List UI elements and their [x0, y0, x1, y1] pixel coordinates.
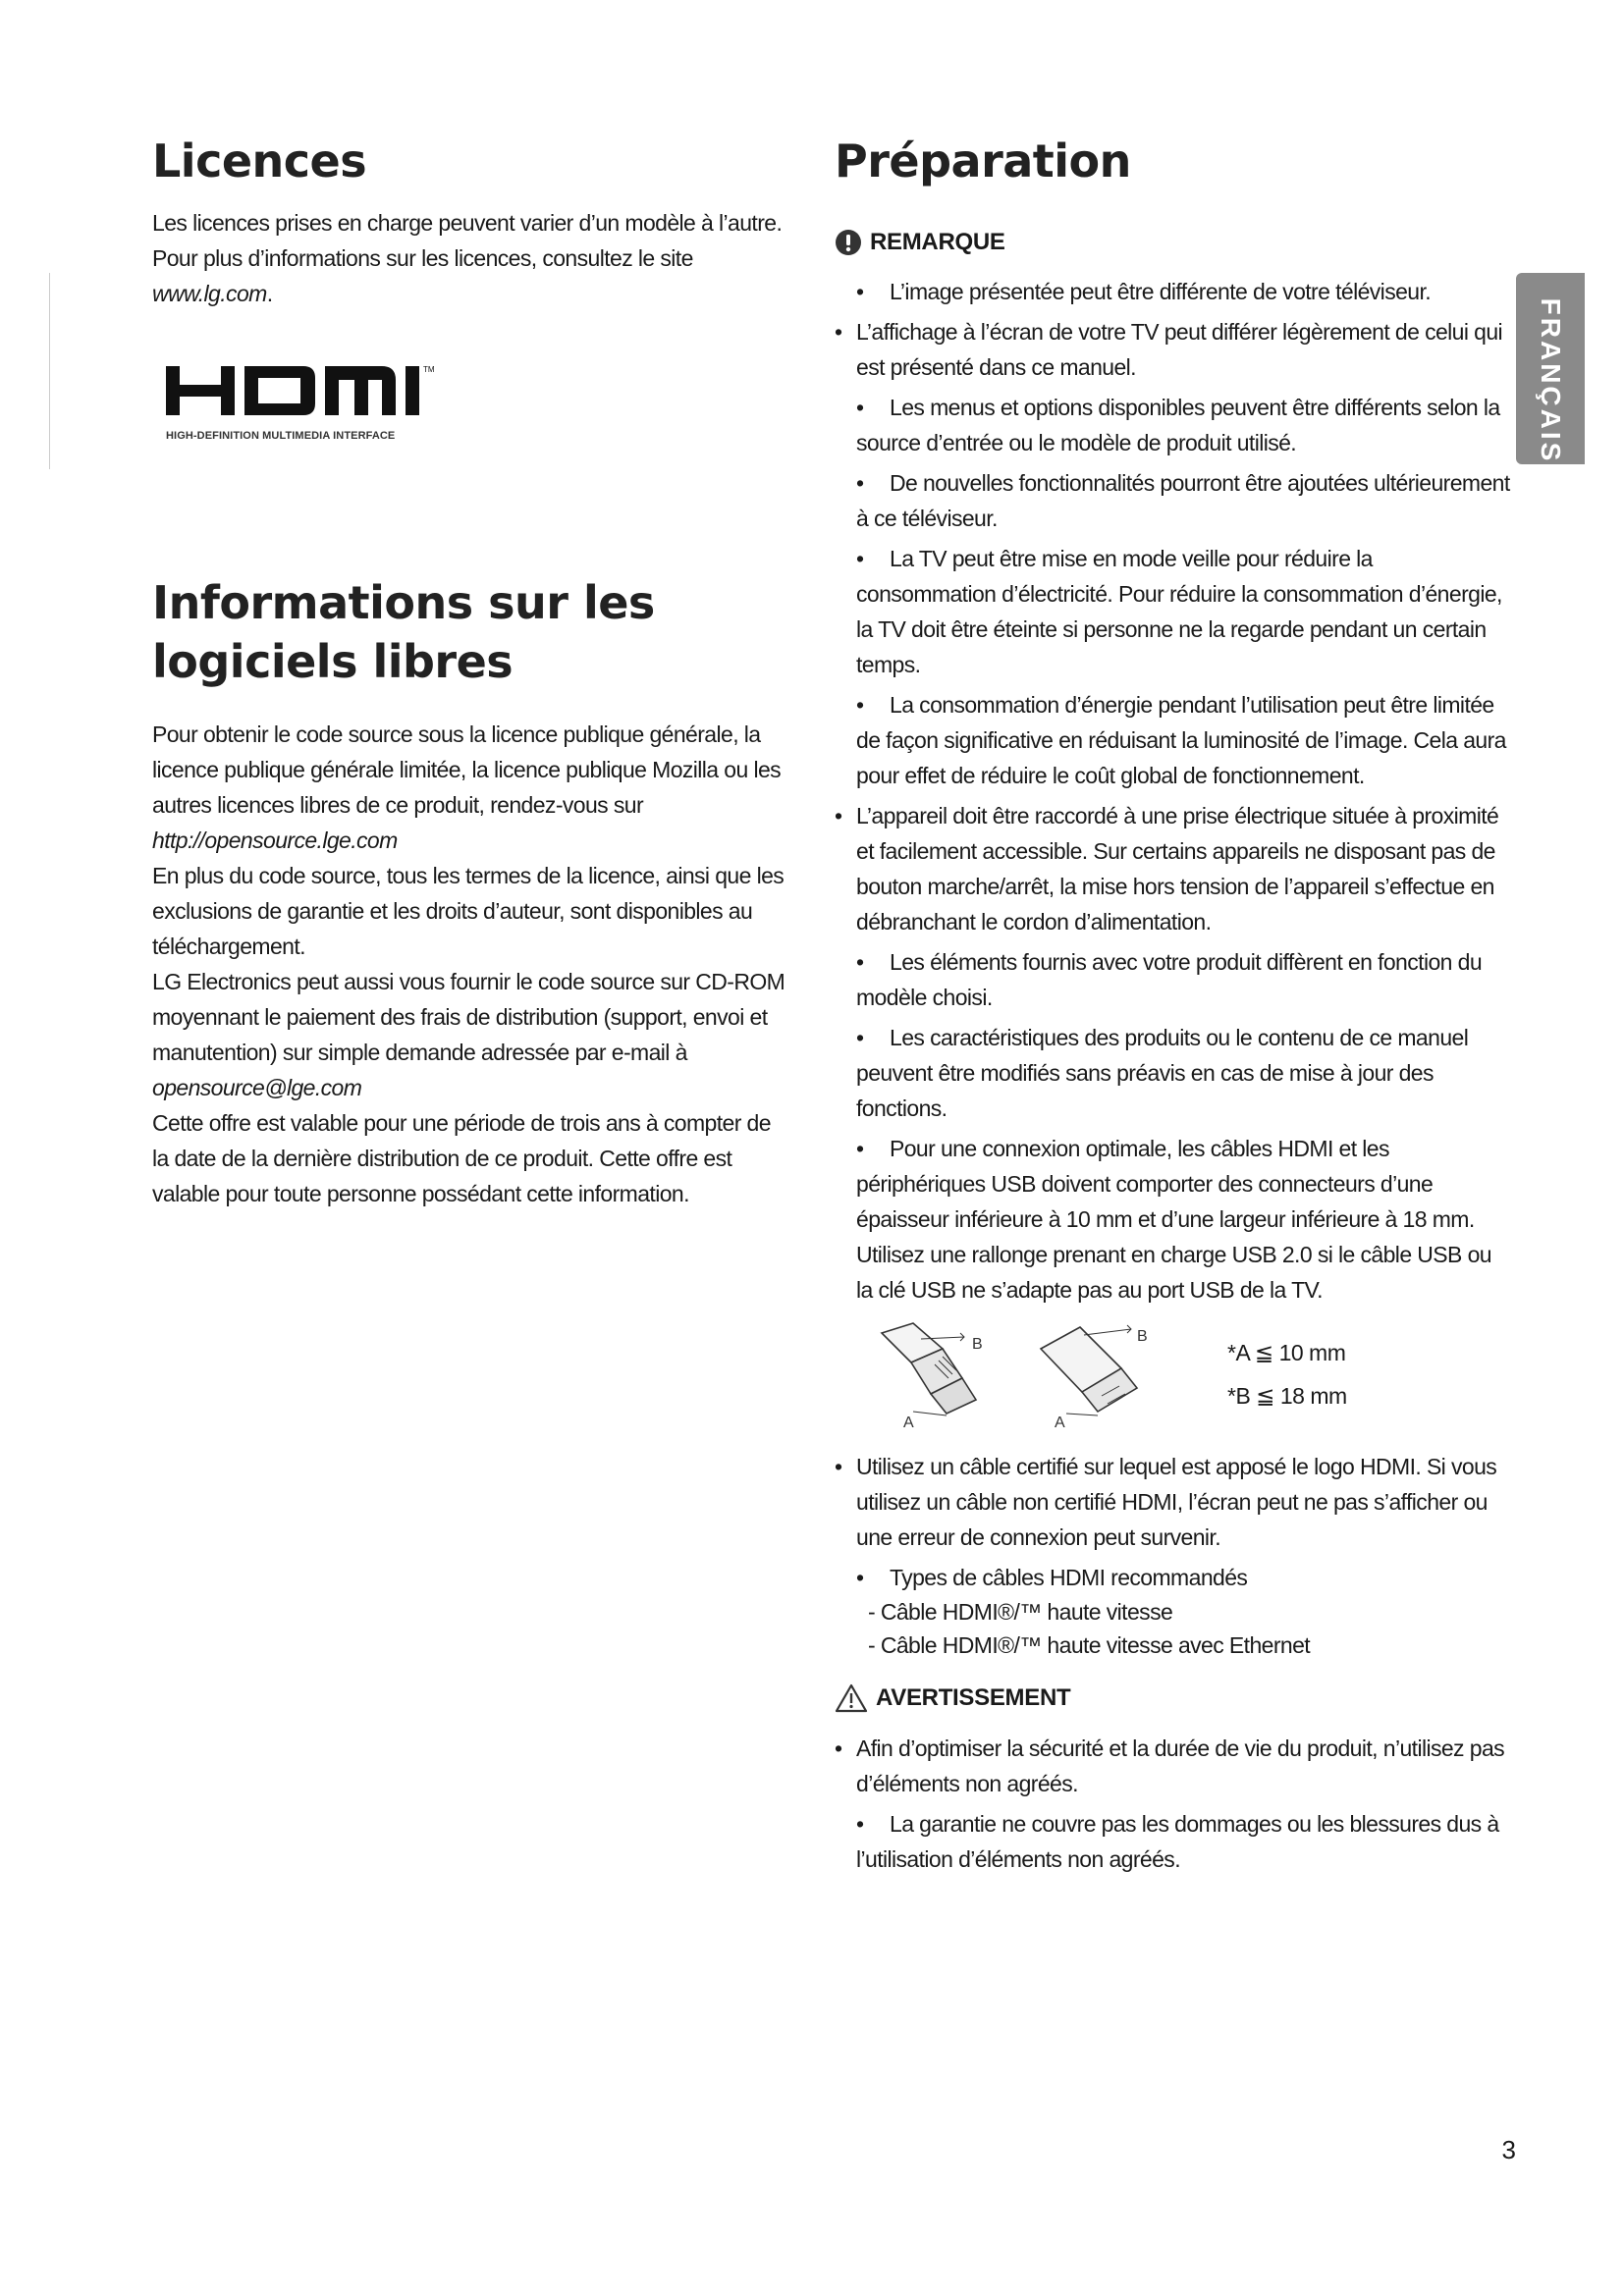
lg-link[interactable]: www.lg.com [152, 280, 267, 306]
note-item: • La TV peut être mise en mode veille pour réduire la consommation d’électricité. Pour réduire la consommation d’énergie, la TV doit être éteinte si personne ne la regarde pendant un certain temps. [835, 541, 1512, 682]
left-column [152, 133, 790, 1211]
dimension-b: *B ≦ 18 mm [1227, 1382, 1347, 1409]
note-item: • De nouvelles fonctionnalités pourront être ajoutées ultérieurement à ce téléviseur. [835, 465, 1512, 536]
hdmi-wordmark-icon [166, 358, 490, 427]
label-a-hdmi: A [903, 1414, 914, 1431]
exclamation-circle-icon [835, 229, 862, 256]
right-column [835, 133, 1512, 1882]
label-b-hdmi: B [972, 1335, 983, 1353]
warning-triangle-icon [835, 1683, 868, 1713]
label-a-usb: A [1055, 1414, 1065, 1431]
dimension-a: *A ≦ 10 mm [1227, 1339, 1346, 1365]
oss-heading: Informations sur les logiciels libres [152, 575, 655, 688]
connector-figure [835, 1319, 1512, 1437]
cable-type-2: - Câble HDMI®/™ haute vitesse avec Ethernet [868, 1631, 1311, 1658]
oss-paragraph-1: Pour obtenir le code source sous la licence publique générale, la licence publique générale limitée, la licence publique Mozilla ou les autres licences libres de ce produit, rendez-vous sur [152, 721, 782, 819]
opensource-link[interactable]: http://opensource.lge.com [152, 828, 398, 854]
note-item: • Les menus et options disponibles peuvent être différents selon la source d’entrée ou le modèle de produit utilisé. [835, 390, 1512, 460]
note-list [835, 274, 1512, 1308]
note-item: • L’affichage à l’écran de votre TV peut différer légèrement de celui qui est présenté dans ce manuel. [835, 314, 1512, 385]
connector-illustration-icon [874, 1319, 1208, 1437]
warning-item: • Afin d’optimiser la sécurité et la durée de vie du produit, n’utilisez pas d’éléments non agréés. [835, 1731, 1512, 1801]
language-tab [1516, 273, 1585, 464]
cable-types-item: • Types de câbles HDMI recommandés [835, 1560, 1512, 1595]
language-tab-label: FRANÇAIS [1536, 297, 1566, 464]
cable-type-1: - Câble HDMI®/™ haute vitesse [868, 1598, 1173, 1625]
licences-heading: Licences [152, 134, 367, 187]
oss-paragraph-3: LG Electronics peut aussi vous fournir le code source sur CD-ROM moyennant le paiement des frais de distribution (support, envoi et manutention) sur simple demande adressée par e-mail à [152, 969, 785, 1066]
oss-paragraph-4: Cette offre est valable pour une période de trois ans à compter de la date de la dernière distribution de ce produit. Cette offre est valable pour toute personne possédant cette information. [152, 1110, 771, 1207]
margin-rule [49, 273, 50, 469]
oss-paragraph-2: En plus du code source, tous les termes de la licence, ainsi que les exclusions de garantie et les droits d’auteur, sont disponibles au téléchargement. [152, 863, 785, 960]
note-item: • L’image présentée peut être différente de votre téléviseur. [835, 274, 1512, 309]
preparation-heading: Préparation [835, 134, 1131, 187]
hdmi-logo [166, 358, 490, 456]
opensource-email-link[interactable]: opensource@lge.com [152, 1075, 362, 1101]
warning-item: • La garantie ne couvre pas les dommages ou les blessures dus à l’utilisation d’éléments non agréés. [835, 1806, 1512, 1877]
hdmi-tagline: HIGH-DEFINITION MULTIMEDIA INTERFACE [166, 429, 396, 442]
cert-cable-item: • Utilisez un câble certifié sur lequel est apposé le logo HDMI. Si vous utilisez un câble non certifié HDMI, l’écran peut ne pas s’afficher ou une erreur de connexion peut survenir. [835, 1449, 1512, 1555]
warning-list [835, 1731, 1512, 1877]
note-item: • Pour une connexion optimale, les câbles HDMI et les périphériques USB doivent comporter des connecteurs d’une épaisseur inférieure à 10 mm et d’une largeur inférieure à 18 mm. Utilisez une rallonge prenant en charge USB 2.0 si le câble USB ou la clé USB ne s’adapte pas au port USB de la TV. [835, 1131, 1512, 1308]
note-item: • Les éléments fournis avec votre produit diffèrent en fonction du modèle choisi. [835, 944, 1512, 1015]
page-number: 3 [1501, 2135, 1516, 2164]
warning-label: AVERTISSEMENT [876, 1683, 1071, 1711]
note-item: • Les caractéristiques des produits ou le contenu de ce manuel peuvent être modifiés sans préavis en cas de mise à jour des fonctions. [835, 1020, 1512, 1126]
svg-text:TM: TM [423, 364, 435, 374]
note-item: • L’appareil doit être raccordé à une prise électrique située à proximité et facilement accessible. Sur certains appareils ne disposant pas de bouton marche/arrêt, la mise hors tension de l’appareil s’effectue en débranchant le cordon d’alimentation. [835, 798, 1512, 939]
warning-header [835, 1683, 1512, 1713]
note-label: REMARQUE [870, 228, 1005, 255]
licences-text: Les licences prises en charge peuvent varier d’un modèle à l’autre. Pour plus d’informations sur les licences, consultez le site www.lg.com. [152, 209, 783, 306]
note-item: • La consommation d’énergie pendant l’utilisation peut être limitée de façon significative en réduisant la luminosité de l’image. Cela aura pour effet de réduire le coût global de fonctionnement. [835, 687, 1512, 793]
note-header [835, 229, 1512, 256]
label-b-usb: B [1137, 1327, 1148, 1345]
cable-list [835, 1449, 1512, 1595]
dimension-legend [1227, 1331, 1347, 1417]
